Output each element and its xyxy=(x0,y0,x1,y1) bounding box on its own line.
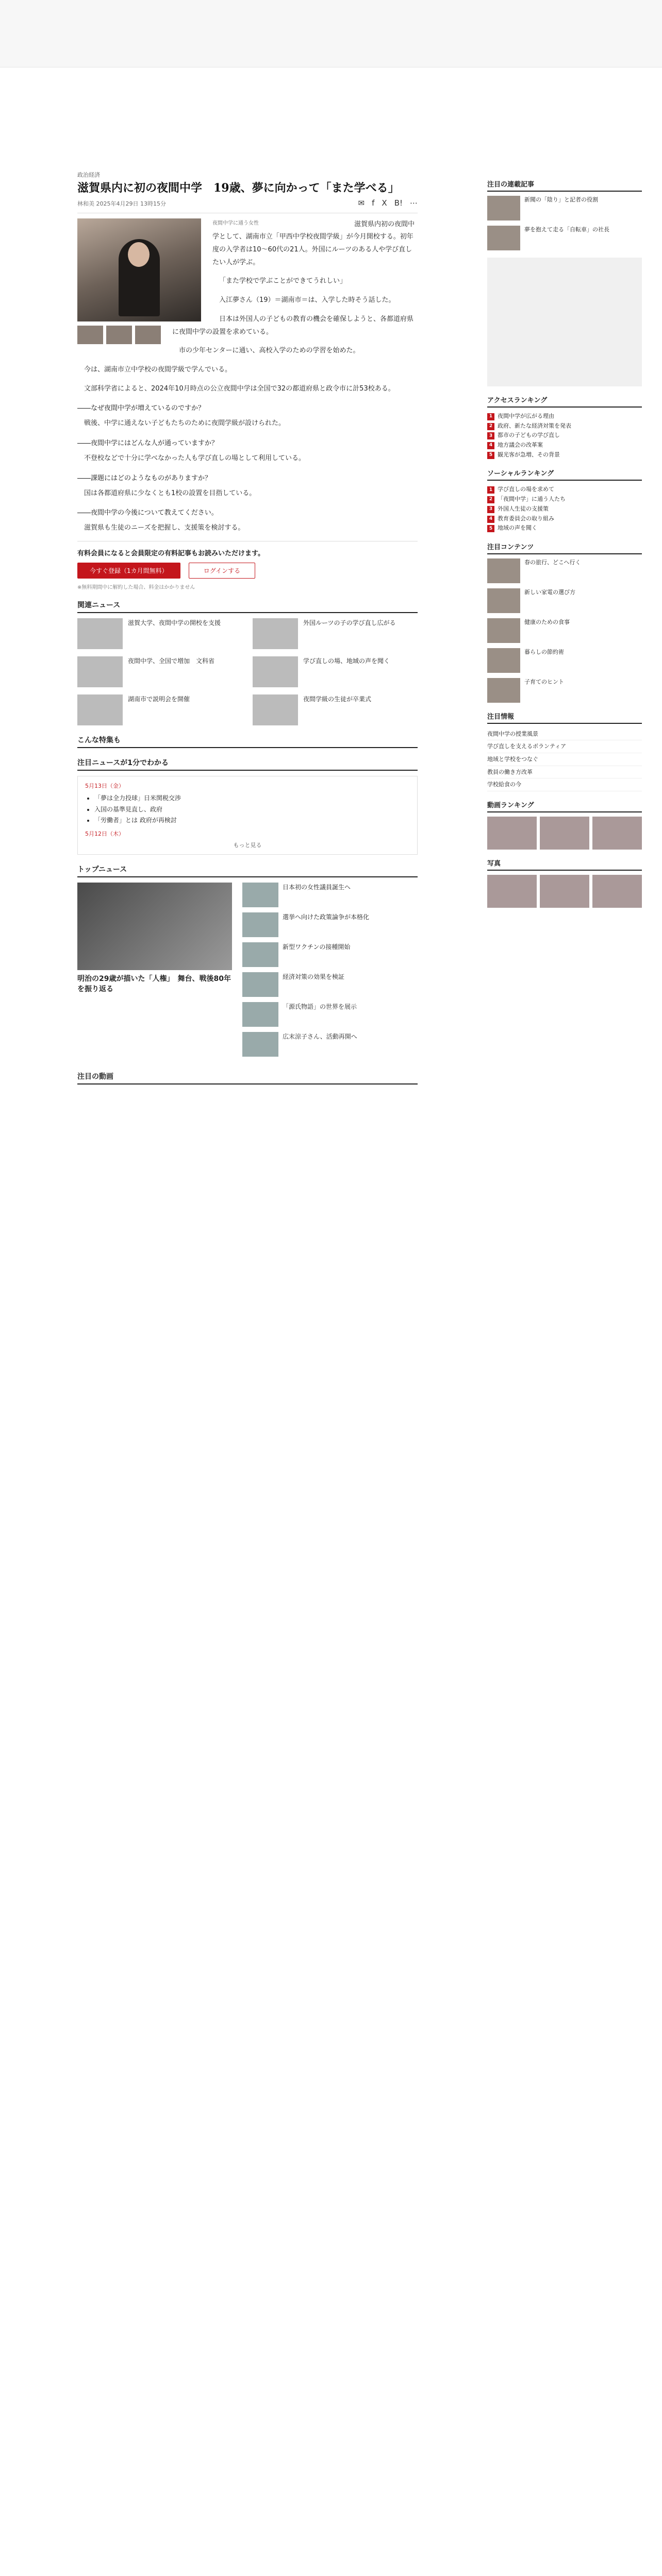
pick-item[interactable]: 教員の働き方改革 xyxy=(487,766,642,779)
header-ad xyxy=(77,21,479,46)
pick-item[interactable]: 地域と学校をつなぐ xyxy=(487,753,642,766)
paragraph: 滋賀県内初の夜間中学として、湖南市立「甲西中学校夜間学級」が今月開校する。初年度の入学者は10〜60代の21人。外国にルーツのある人や学び直したい人が学ぶ。 xyxy=(212,220,415,266)
related-text: 外国ルーツの子の学び直し広がる xyxy=(303,619,396,626)
interest-title: こんな特集も xyxy=(77,735,418,748)
related-thumb xyxy=(77,618,123,649)
related-thumb xyxy=(77,694,123,725)
related-item[interactable] xyxy=(77,618,242,649)
top-news-headline[interactable]: 明治の29歳が描いた「人権」 舞台、戦後80年を振り返る xyxy=(77,974,231,993)
featured-item[interactable] xyxy=(487,196,642,221)
top-news-text: 選挙へ向けた政策論争が本格化 xyxy=(283,913,370,921)
pick-list xyxy=(487,728,642,791)
social-item[interactable]: 2 「夜間中学」に通う人たち xyxy=(487,495,642,504)
related-item[interactable] xyxy=(253,656,418,687)
content-thumb xyxy=(487,558,520,583)
pick-item[interactable]: 夜間中学の授業風景 xyxy=(487,728,642,741)
ranking-list xyxy=(487,412,642,460)
social-item[interactable]: 1 学び直しの場を求めて xyxy=(487,485,642,495)
related-thumb xyxy=(253,656,298,687)
related-item[interactable] xyxy=(77,694,242,725)
featured-text: 夢を抱えて走る「自転車」の社長 xyxy=(524,226,609,233)
photo-rank-title: 動画ランキング xyxy=(487,800,642,812)
photo-thumb[interactable] xyxy=(540,875,589,908)
subhead: ――課題にはどのようなものがありますか？ xyxy=(77,474,212,482)
content-thumb xyxy=(487,678,520,703)
related-text: 夜間学級の生徒が卒業式 xyxy=(303,696,372,703)
sidebar xyxy=(487,171,642,908)
news-title: 注目ニュースが1分でわかる xyxy=(77,757,418,771)
content-title: 注目コンテンツ xyxy=(487,541,642,554)
related-thumb xyxy=(253,694,298,725)
ranking-item[interactable]: 2 政府、新たな経済対策を発表 xyxy=(487,421,642,431)
content-item[interactable]: 暮らしの節約術 xyxy=(487,648,642,673)
paywall-text: 有料会員になると会員限定の有料記事もお読みいただけます。 xyxy=(77,550,264,557)
paragraph: 市の少年センターに通い、高校入学のための学習を始めた。 xyxy=(179,347,360,355)
photo-caption: 夜間中学に通う女性 xyxy=(212,220,259,226)
top-news-photo[interactable] xyxy=(77,883,232,970)
content-item[interactable]: 健康のための食事 xyxy=(487,618,642,643)
social-title: ソーシャルランキング xyxy=(487,468,642,481)
subscribe-button[interactable]: 今すぐ登録（1カ月間無料） xyxy=(77,563,180,579)
top-news-item[interactable] xyxy=(242,972,418,997)
top-news-item[interactable] xyxy=(242,942,418,967)
photo-thumbnails xyxy=(77,326,161,344)
facebook-icon[interactable]: f xyxy=(372,198,375,208)
content-thumb xyxy=(487,648,520,673)
social-list xyxy=(487,485,642,533)
x-icon[interactable]: X xyxy=(382,198,387,208)
related-thumb xyxy=(253,618,298,649)
photo-thumb[interactable] xyxy=(487,875,537,908)
pick-item[interactable]: 学校給食の今 xyxy=(487,778,642,791)
related-text: 湖南市で説明会を開催 xyxy=(128,696,190,703)
paragraph: 戦後、中学に通えない子どもたちのために夜間学級が設けられた。 xyxy=(84,419,286,428)
photo-rank-row xyxy=(487,817,642,850)
featured-text: 新聞の「陰り」と記者の役割 xyxy=(524,196,598,203)
ad-slot[interactable] xyxy=(487,258,642,386)
paragraph: 今は、湖南市立中学校の夜間学級で学んでいる。 xyxy=(84,365,232,374)
subhead: ――夜間中学の今後について教えてください。 xyxy=(77,509,218,517)
featured-thumb xyxy=(487,226,520,250)
news-box xyxy=(77,776,418,855)
paywall xyxy=(77,541,418,590)
photo-thumb[interactable] xyxy=(487,817,537,850)
article-title: 滋賀県内に初の夜間中学 19歳、夢に向かって「また学べる」 xyxy=(77,181,400,195)
news-item[interactable]: • 「労働者」とは 政府が再検討 xyxy=(94,815,410,826)
ranking-title: アクセスランキング xyxy=(487,395,642,408)
mail-icon[interactable]: ✉ xyxy=(358,198,365,208)
paragraph: 入江夢さん（19）＝湖南市＝は、入学した時そう話した。 xyxy=(219,296,395,304)
content-item[interactable]: 新しい家電の選び方 xyxy=(487,588,642,613)
photo-row xyxy=(487,875,642,908)
top-news-thumb xyxy=(242,942,278,967)
ranking-item[interactable]: 1 夜間中学が広がる理由 xyxy=(487,412,642,421)
related-grid xyxy=(77,618,418,725)
photo-title: 写真 xyxy=(487,858,642,871)
top-news-text: 日本初の女性議員誕生へ xyxy=(283,883,351,891)
news-list xyxy=(94,793,410,826)
thumbnail[interactable] xyxy=(135,326,161,344)
pick-item[interactable]: 学び直しを支えるボランティア xyxy=(487,740,642,753)
more-icon[interactable]: ⋯ xyxy=(410,198,418,208)
top-news-thumb xyxy=(242,1002,278,1027)
paragraph: 文部科学省によると、2024年10月時点の公立夜間中学は全国で32の都道府県と政令市に計53校ある。 xyxy=(84,384,395,393)
thumbnail[interactable] xyxy=(106,326,132,344)
header-ad-area xyxy=(0,0,662,67)
top-news-item[interactable] xyxy=(242,1002,418,1027)
news-item[interactable]: • 「夢は全力投球」日米関税交渉 xyxy=(94,793,410,804)
related-text: 滋賀大学、夜間中学の開校を支援 xyxy=(128,619,221,626)
ranking-item[interactable]: 3 都市の子どもの学び直し xyxy=(487,431,642,440)
ranking-item[interactable]: 5 観光客が急増、その背景 xyxy=(487,450,642,460)
top-news-thumb xyxy=(242,1032,278,1057)
photo-thumb[interactable] xyxy=(592,875,642,908)
featured-item[interactable] xyxy=(487,226,642,250)
ranking-item[interactable]: 4 地方議会の改革案 xyxy=(487,440,642,450)
social-item[interactable]: 5 地域の声を聞く xyxy=(487,523,642,533)
top-news xyxy=(77,883,418,1062)
video-title: 注目の動画 xyxy=(77,1071,418,1084)
person-face xyxy=(128,242,150,267)
top-news-item[interactable] xyxy=(242,883,418,907)
top-news-text: 新型ワクチンの接種開始 xyxy=(283,943,351,951)
paragraph: 滋賀県も生徒のニーズを把握し、支援策を検討する。 xyxy=(84,524,245,532)
photo-thumb[interactable] xyxy=(592,817,642,850)
related-text: 学び直しの場、地域の声を聞く xyxy=(303,657,390,665)
content-thumb xyxy=(487,618,520,643)
news-date: 5月13日（金） xyxy=(85,783,124,789)
subhead: ――夜間中学にはどんな人が通っていますか？ xyxy=(77,439,219,447)
top-news-title: トップニュース xyxy=(77,864,418,877)
paragraph: 日本は外国人の子どもの教育の機会を確保しようと、各都道府県に夜間中学の設置を求めている。 xyxy=(172,315,414,336)
top-news-thumb xyxy=(242,883,278,907)
login-button[interactable]: ログインする xyxy=(189,563,255,579)
pick-title: 注目情報 xyxy=(487,711,642,724)
top-news-thumb xyxy=(242,912,278,937)
related-item[interactable] xyxy=(253,694,418,725)
top-news-thumb xyxy=(242,972,278,997)
byline: 林和美 2025年4月29日 13時15分 xyxy=(77,200,166,207)
news-item[interactable]: • 入国の基準見直し、政府 xyxy=(94,804,410,816)
lead-photo[interactable] xyxy=(77,218,201,321)
content-item[interactable]: 春の旅行、どこへ行く xyxy=(487,558,642,583)
featured-thumb xyxy=(487,196,520,221)
related-title: 関連ニュース xyxy=(77,600,418,613)
featured-title: 注目の連載記事 xyxy=(487,179,642,192)
related-item[interactable] xyxy=(253,618,418,649)
top-news-text: 広末涼子さん、活動再開へ xyxy=(283,1032,357,1040)
paywall-note: ※無料期間中に解約した場合、料金はかかりません xyxy=(77,585,195,590)
top-news-text: 経済対策の効果を検証 xyxy=(283,973,345,980)
paragraph: 国は各都道府県に少なくとも1校の設置を目指している。 xyxy=(84,489,256,497)
bookmark-icon[interactable]: B! xyxy=(394,198,403,208)
news-date: 5月12日（木） xyxy=(85,830,124,837)
paragraph: 「また学校で学ぶことができてうれしい」 xyxy=(219,277,347,285)
related-item[interactable] xyxy=(77,656,242,687)
related-text: 夜間中学、全国で増加 文科省 xyxy=(128,657,215,665)
content-thumb xyxy=(487,588,520,613)
more-link[interactable]: もっと見る xyxy=(233,841,262,849)
related-thumb xyxy=(77,656,123,687)
photo-thumb[interactable] xyxy=(540,817,589,850)
main-column xyxy=(77,171,418,1090)
top-news-item[interactable] xyxy=(242,912,418,937)
content-item[interactable]: 子育てのヒント xyxy=(487,678,642,703)
paragraph: 不登校などで十分に学べなかった人も学び直しの場として利用している。 xyxy=(84,454,306,462)
category-link[interactable]: 政治経済 xyxy=(77,172,100,178)
top-news-text: 「源氏物語」の世界を展示 xyxy=(283,1003,357,1010)
thumbnail[interactable] xyxy=(77,326,103,344)
social-item[interactable]: 3 外国人生徒の支援策 xyxy=(487,504,642,514)
social-item[interactable]: 4 教育委員会の取り組み xyxy=(487,514,642,524)
top-news-item[interactable] xyxy=(242,1032,418,1057)
subhead: ――なぜ夜間中学が増えているのですか？ xyxy=(77,404,205,413)
